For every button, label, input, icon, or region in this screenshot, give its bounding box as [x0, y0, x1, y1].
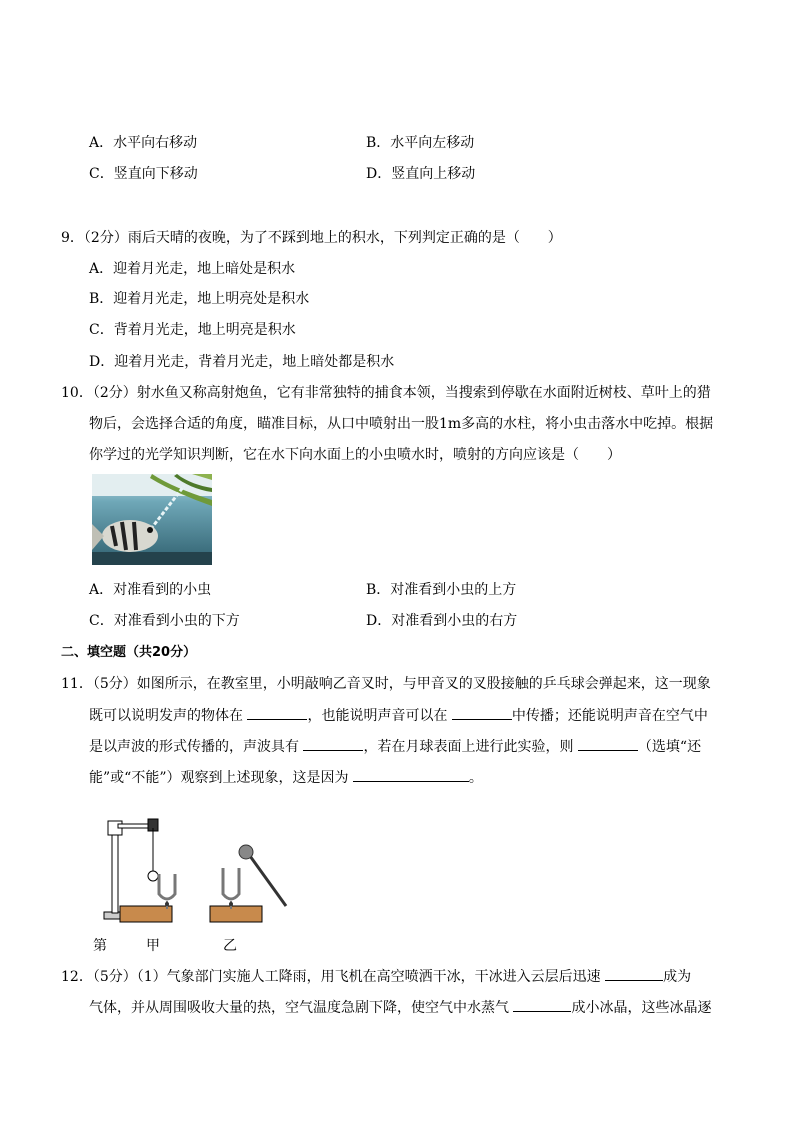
q9-option-d: D．迎着月光走，背着月光走，地上暗处都是积水 — [89, 354, 395, 370]
q8-option-c: C．竖直向下移动 — [89, 166, 198, 182]
q10-option-d: D．对准看到小虫的右方 — [366, 613, 518, 629]
q11-text-4a: 能”或“不能”）观察到上述现象，这是因为 — [89, 770, 353, 786]
answer-blank-3[interactable] — [303, 736, 363, 751]
q11-line4 — [89, 767, 483, 788]
q11-text-3c: （选填“还 — [637, 739, 702, 755]
q9-option-c: C．背着月光走，地上明亮是积水 — [89, 322, 296, 338]
q10-stem-line1: 10．（2分）射水鱼又称高射炮鱼，它有非常独特的捕食本领，当搜索到停歇在水面附近树枝、草叶上的猎 — [61, 385, 711, 401]
q11-text-2b: ，也能说明声音可以在 — [307, 708, 452, 724]
answer-blank-4[interactable] — [578, 736, 638, 751]
figure-label-left: 第 — [93, 938, 107, 954]
q12-line1 — [61, 966, 691, 987]
q10-stem-line3: 你学过的光学知识判断，它在水下向水面上的小虫喷水时，喷射的方向应该是（ ） — [89, 447, 621, 463]
section-title: 二、填空题（共20分） — [61, 645, 197, 660]
q11-line3 — [89, 736, 701, 757]
q10-stem-line2: 物后，会选择合适的角度，瞄准目标，从口中喷射出一股1m多高的水柱，将小虫击落水中吃掉。根据 — [89, 416, 714, 432]
q11-line1: 11．（5分）如图所示，在教室里，小明敲响乙音叉时，与甲音叉的叉股接触的乒乓球会弹起来，这一现象 — [61, 676, 711, 692]
q10-option-c: C．对准看到小虫的下方 — [89, 613, 240, 629]
q10-option-a: A．对准看到的小虫 — [89, 582, 212, 598]
q11-text-3b: ，若在月球表面上进行此实验，则 — [363, 739, 578, 755]
answer-blank-6[interactable] — [605, 966, 663, 981]
answer-blank-5[interactable] — [353, 767, 469, 782]
q12-text-1b: 成为 — [663, 969, 692, 985]
q11-text-2c: 中传播；还能说明声音在空气中 — [511, 708, 708, 724]
q11-text-3a: 是以声波的形式传播的，声波具有 — [89, 739, 304, 755]
answer-blank-7[interactable] — [513, 997, 571, 1012]
answer-blank-1[interactable] — [247, 705, 307, 720]
q11-text-2a: 既可以说明发声的物体在 — [89, 708, 248, 724]
q8-option-d: D．竖直向上移动 — [366, 166, 476, 182]
q12-text-2b: 成小冰晶，这些冰晶逐 — [571, 1000, 712, 1016]
q9-option-b: B．迎着月光走，地上明亮处是积水 — [89, 291, 310, 307]
q12-text-2a: 气体，并从周围吸收大量的热，空气温度急剧下降，使空气中水蒸气 — [89, 1000, 514, 1016]
q8-option-b: B．水平向左移动 — [366, 135, 475, 151]
q11-text-4b: 。 — [468, 770, 483, 786]
q11-line2 — [89, 705, 708, 726]
q9-stem: 9．（2分）雨后天晴的夜晚，为了不踩到地上的积水，下列判定正确的是（ ） — [61, 230, 562, 246]
q12-text-1a: 12．（5分）（1）气象部门实施人工降雨，用飞机在高空喷洒干冰，干冰进入云层后迅速 — [61, 969, 606, 985]
figure-label-yi: 乙 — [223, 938, 237, 954]
q10-option-b: B．对准看到小虫的上方 — [366, 582, 517, 598]
q9-option-a: A．迎着月光走，地上暗处是积水 — [89, 261, 296, 277]
q12-line2 — [89, 997, 711, 1018]
archer-fish-picture — [92, 474, 212, 565]
figure-label-jia: 甲 — [146, 938, 160, 954]
tuning-fork-figure — [96, 816, 296, 931]
q8-option-a: A．水平向右移动 — [89, 135, 198, 151]
answer-blank-2[interactable] — [452, 705, 512, 720]
